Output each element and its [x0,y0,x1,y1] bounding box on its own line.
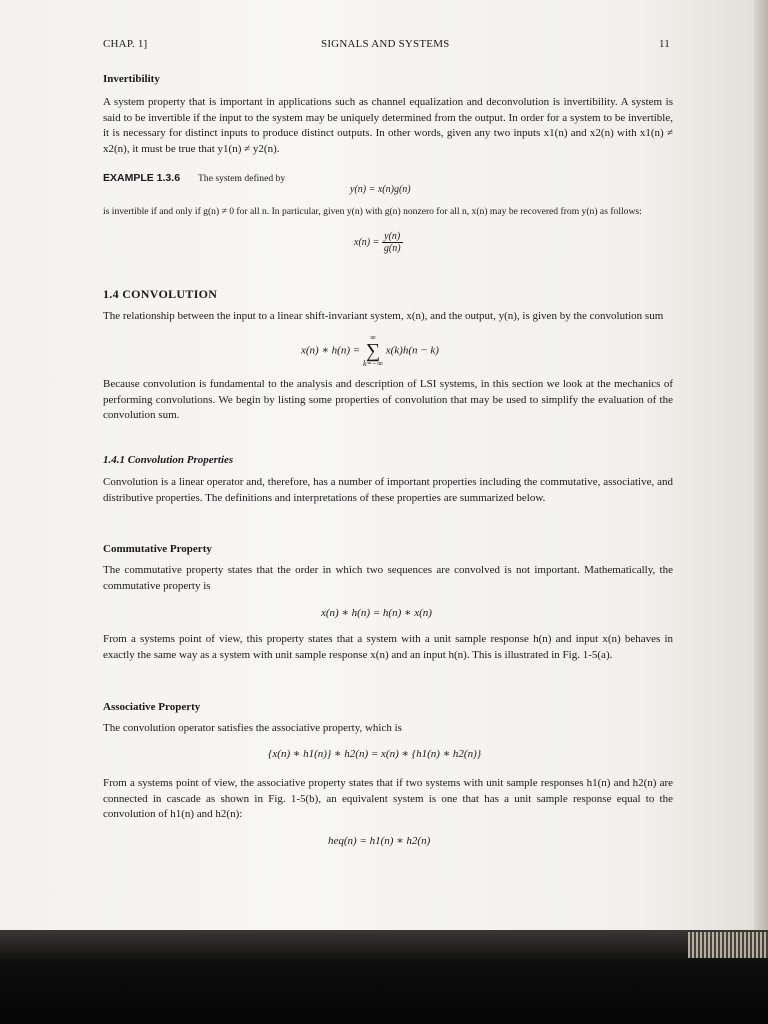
mechanics-paragraph: Because convolution is fundamental to the analysis and description of LSI systems, in this section we look at the mechanics of performing convolutions. We begin by listing some properties of convolution that may be used to simplify the evaluation of the convolution sum. [103,378,673,421]
sum-lhs: x(n) ∗ h(n) = [301,344,361,357]
commutative-equation: x(n) ∗ h(n) = h(n) ∗ x(n) [321,607,432,619]
sum-upper-limit: ∞ [370,333,376,342]
commutative-paragraph: The commutative property states that the order in which two sequences are convolved is not important. Mathematically, the commutative property is [103,564,673,592]
chapter-label: CHAP. 1] [103,38,148,50]
example-paragraph: is invertible if and only if g(n) ≠ 0 for all n. In particular, given y(n) with g(n) nonzero for all n, x(n) may be recovered from y(n) as follows: [103,206,642,217]
page-stack-edge [688,932,768,958]
example-equation: y(n) = x(n)g(n) [350,184,411,195]
associative-equation: {x(n) ∗ h1(n)} ∗ h2(n) = x(n) ∗ {h1(n) ∗ h2(n)} [268,748,482,760]
convolution-sum [301,334,439,368]
associative-heading: Associative Property [103,701,201,713]
example-intro [103,168,285,186]
inverse-fraction [382,231,403,254]
invertibility-paragraph: A system property that is important in applications such as channel equalization and deconvolution is invertibility. A system is said to be invertible if the input to the system may be uniquely determined from the output. In order for a system to be invertible, it is necessary for distinct inputs to produce distinct outputs. In other words, given any two inputs x1(n) and x2(n) with x1(n) ≠ x2(n), it must be true that y1(n) ≠ y2(n). [103,96,673,155]
running-title: SIGNALS AND SYSTEMS [321,38,450,50]
convolution-paragraph: The relationship between the input to a linear shift-invariant system, x(n), and the output, y(n), is given by the convolution sum [103,310,664,322]
commutative-system-paragraph: From a systems point of view, this property states that a system with a unit sample response h(n) and input x(n) behaves in exactly the same way as a system with unit sample response x(n) and an input h(n). This is illustrated in Fig. 1-5(a). [103,633,673,661]
associative-system-paragraph: From a systems point of view, the associative property states that if two systems with unit sample responses h1(n) and h2(n) are connected in cascade as shown in Fig. 1-5(b), an equivalent system is one that has a unit sample response equal to the convolution of h1(n) and h2(n): [103,777,673,820]
sigma-symbol: ∑ [365,340,381,362]
commutative-heading: Commutative Property [103,543,212,555]
invertibility-heading: Invertibility [103,73,160,85]
inverse-equation [354,231,403,254]
fraction-numerator: y(n) [382,231,403,243]
fraction-denominator: g(n) [383,243,401,254]
example-intro-text: The system defined by [198,173,286,184]
example-label: EXAMPLE 1.3.6 [103,172,181,184]
sum-rhs: x(k)h(n − k) [385,344,439,357]
section-heading: 1.4 CONVOLUTION [103,287,218,301]
summation [363,334,383,368]
sum-lower-limit: k=−∞ [362,359,383,368]
associative-paragraph: The convolution operator satisfies the associative property, which is [103,722,402,734]
inverse-lhs: x(n) = [354,236,380,248]
properties-paragraph: Convolution is a linear operator and, therefore, has a number of important properties including the commutative, associative, and distributive properties. The definitions and interpretations of these properties are summarized below. [103,476,673,504]
subsection-heading: 1.4.1 Convolution Properties [103,454,234,466]
book-spine-shadow [754,0,768,935]
page-bottom-edge [0,930,768,1024]
page-number: 11 [659,38,670,50]
equivalent-response-equation: heq(n) = h1(n) ∗ h2(n) [328,835,431,847]
